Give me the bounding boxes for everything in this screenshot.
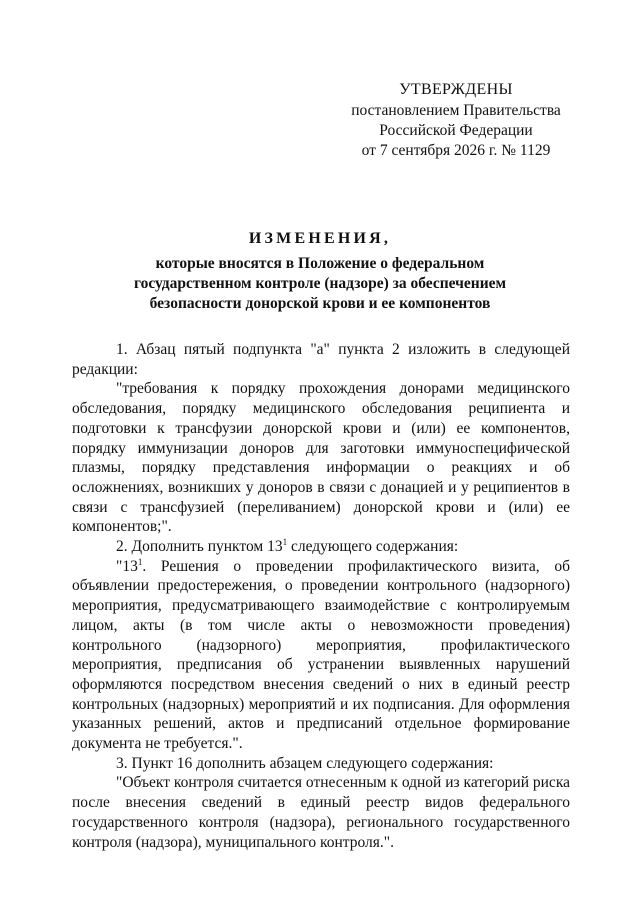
paragraph-quote-2-number: "13 (116, 557, 138, 575)
heading-subtitle-line-1: которые вносятся в Положение о федеральном (155, 255, 485, 272)
approval-title: УТВЕРЖДЕНЫ (399, 81, 513, 98)
paragraph-item-3: 3. Пункт 16 дополнить абзацем следующего содержания: (116, 754, 494, 772)
heading-subtitle-line-3: безопасности донорской крови и ее компонентов (149, 295, 491, 312)
paragraph-quote-2 (72, 557, 570, 754)
superscript-mark: 1 (282, 537, 288, 548)
superscript-mark: 1 (137, 556, 143, 567)
approval-line-3: от 7 сентября 2026 г. № 1129 (361, 142, 551, 159)
paragraph-quote-3: "Объект контроля считается отнесенным к одной из категорий риска после внесения сведений в единый реестр видов федерального государственного контроля (надзора), регионального государственного контроля (надзора), муниципального контроля.". (72, 774, 570, 851)
paragraph-item-2 (72, 537, 570, 557)
heading-title: ИЗМЕНЕНИЯ, (248, 230, 392, 247)
paragraph-item-2-text: 2. Дополнить пунктом 13 (116, 538, 283, 556)
document-heading (60, 228, 580, 314)
document-body (72, 340, 570, 852)
paragraph-item-1: 1. Абзац пятый подпункта "а" пункта 2 изложить в следующей редакции: (72, 341, 570, 378)
heading-subtitle-line-2: государственном контроле (надзоре) за обеспечением (133, 275, 507, 292)
approval-line-2: Российской Федерации (379, 122, 533, 139)
paragraph-quote-1: "требования к порядку прохождения донорами медицинского обследования, порядку медицинского обследования реципиента и подготовки к трансфузии донорской крови и (или) ее компонентов, порядку иммунизации доноров для заготовки иммуноспецифической плазмы, порядку представления информации о реакциях и об осложнениях, возникших у доноров в связи с донацией и у реципиентов в связи с трансфузией (переливанием) донорской крови и (или) ее компонентов;". (72, 380, 570, 536)
approval-line-1: постановлением Правительства (351, 102, 561, 119)
paragraph-item-2-tail: следующего содержания: (287, 538, 459, 556)
approval-stamp (340, 80, 572, 161)
paragraph-quote-2-text: . Решения о проведении профилактического визита, об объявлении предостережения, о проведении контрольного (надзорного) мероприятия, предусматривающего взаимодействие с контролируемым лицом, акты (в том числе акты о невозможности проведения) контрольного (надзорного) мероприятия, профилактического мероприятия, предписания об устранении выявленных нарушений оформляются посредством внесения сведений о них в единый реестр контрольных (надзорных) мероприятий и их подписания. Для оформления указанных решений, актов и предписаний отдельное формирование документа не требуется.". (72, 557, 570, 753)
